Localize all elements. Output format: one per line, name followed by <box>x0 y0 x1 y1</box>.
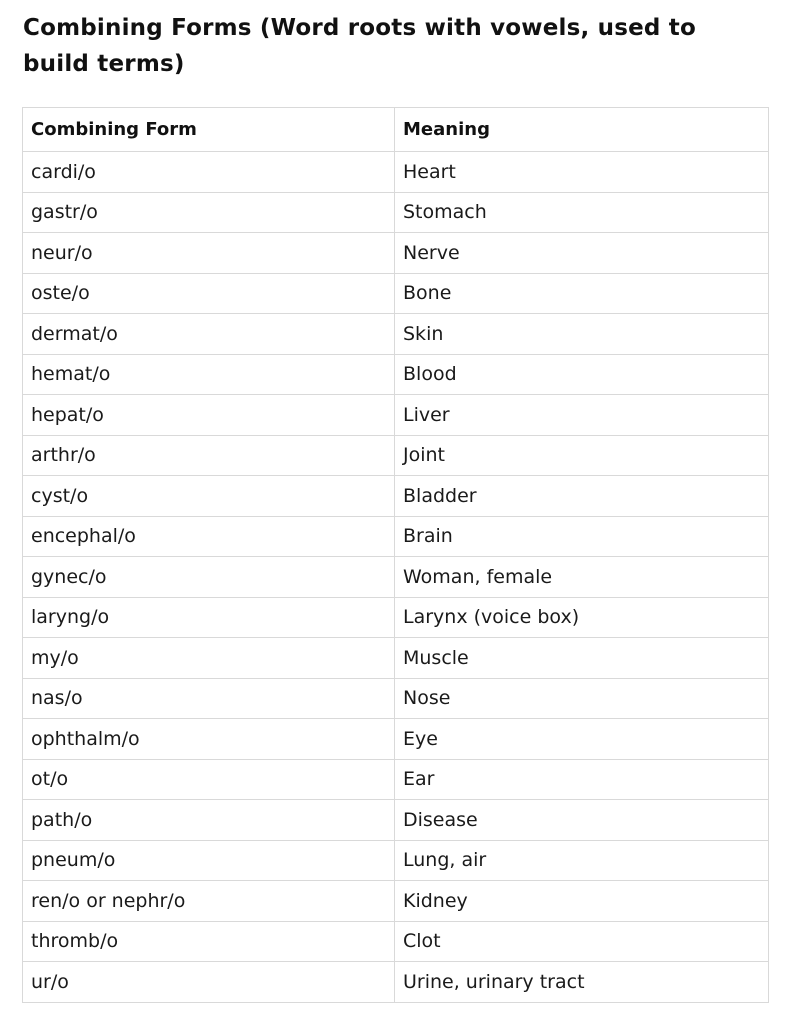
meaning-cell: Disease <box>395 800 769 841</box>
meaning-cell: Skin <box>395 314 769 355</box>
meaning-cell: Blood <box>395 354 769 395</box>
table-row <box>23 152 769 193</box>
table-row <box>23 476 769 517</box>
combining-form-cell: nas/o <box>23 678 395 719</box>
meaning-cell: Bone <box>395 273 769 314</box>
combining-forms-table <box>22 107 769 1003</box>
table-row <box>23 435 769 476</box>
table-row <box>23 314 769 355</box>
combining-form-cell: cardi/o <box>23 152 395 193</box>
table-row <box>23 881 769 922</box>
table-row <box>23 678 769 719</box>
combining-form-cell: laryng/o <box>23 597 395 638</box>
combining-form-cell: arthr/o <box>23 435 395 476</box>
meaning-cell: Kidney <box>395 881 769 922</box>
meaning-cell: Lung, air <box>395 840 769 881</box>
meaning-cell: Brain <box>395 516 769 557</box>
meaning-cell: Liver <box>395 395 769 436</box>
table-row <box>23 638 769 679</box>
meaning-cell: Larynx (voice box) <box>395 597 769 638</box>
table-header <box>23 108 769 152</box>
meaning-cell: Muscle <box>395 638 769 679</box>
header-row <box>23 108 769 152</box>
table-row <box>23 233 769 274</box>
meaning-cell: Eye <box>395 719 769 760</box>
meaning-cell: Joint <box>395 435 769 476</box>
table-row <box>23 354 769 395</box>
combining-form-cell: hepat/o <box>23 395 395 436</box>
combining-form-cell: gastr/o <box>23 192 395 233</box>
combining-form-cell: path/o <box>23 800 395 841</box>
meaning-cell: Heart <box>395 152 769 193</box>
meaning-cell: Woman, female <box>395 557 769 598</box>
table-row <box>23 962 769 1003</box>
combining-form-cell: encephal/o <box>23 516 395 557</box>
combining-form-cell: dermat/o <box>23 314 395 355</box>
table-body <box>23 152 769 1003</box>
combining-form-cell: cyst/o <box>23 476 395 517</box>
table-row <box>23 557 769 598</box>
column-header-meaning: Meaning <box>395 108 769 152</box>
combining-form-cell: ot/o <box>23 759 395 800</box>
meaning-cell: Bladder <box>395 476 769 517</box>
meaning-cell: Clot <box>395 921 769 962</box>
combining-form-cell: gynec/o <box>23 557 395 598</box>
meaning-cell: Ear <box>395 759 769 800</box>
combining-form-cell: my/o <box>23 638 395 679</box>
combining-form-cell: hemat/o <box>23 354 395 395</box>
meaning-cell: Nose <box>395 678 769 719</box>
meaning-cell: Nerve <box>395 233 769 274</box>
combining-form-cell: pneum/o <box>23 840 395 881</box>
table-row <box>23 192 769 233</box>
table-row <box>23 597 769 638</box>
combining-form-cell: ur/o <box>23 962 395 1003</box>
table-row <box>23 516 769 557</box>
page-title: Combining Forms (Word roots with vowels, used to build terms) <box>23 15 696 77</box>
table-row <box>23 840 769 881</box>
combining-form-cell: ophthalm/o <box>23 719 395 760</box>
combining-form-cell: ren/o or nephr/o <box>23 881 395 922</box>
table-row <box>23 800 769 841</box>
combining-form-cell: thromb/o <box>23 921 395 962</box>
combining-form-cell: oste/o <box>23 273 395 314</box>
table-row <box>23 395 769 436</box>
meaning-cell: Stomach <box>395 192 769 233</box>
meaning-cell: Urine, urinary tract <box>395 962 769 1003</box>
table-row <box>23 921 769 962</box>
table-row <box>23 759 769 800</box>
table-row <box>23 273 769 314</box>
table-row <box>23 719 769 760</box>
column-header-combining-form: Combining Form <box>23 108 395 152</box>
combining-form-cell: neur/o <box>23 233 395 274</box>
